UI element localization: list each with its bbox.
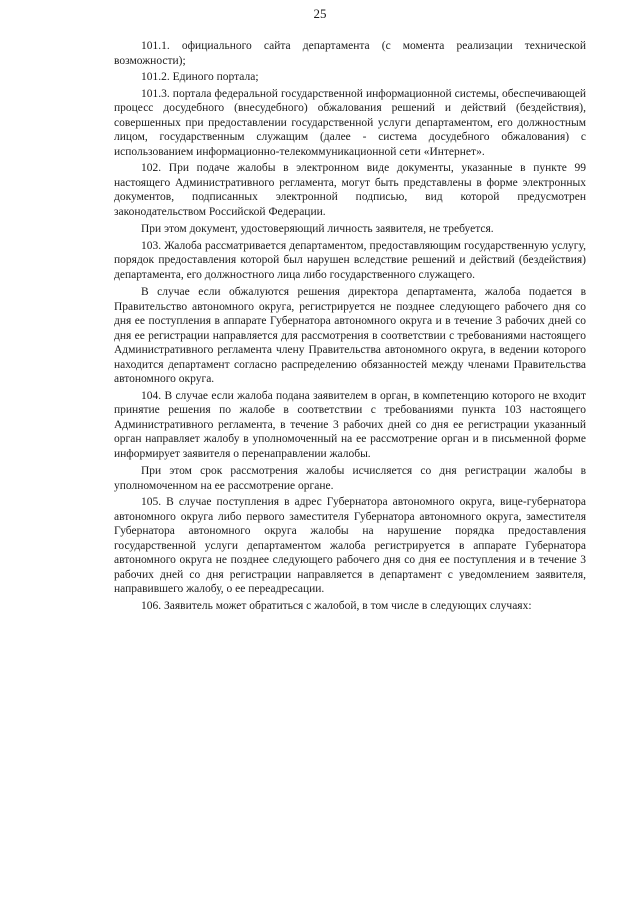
paragraph-105: 105. В случае поступления в адрес Губернатора автономного округа, вице-губернатора автономного округа либо первого заместителя Губернатора автономного округа, заместителя Губернатора автономного округа жалобы на нарушение порядка предоставления государственной услуги департаментом жалоба регистрируется в аппарате Губернатора автономного округа не позднее следующего рабочего дня со дня ее поступления и в течение 3 рабочих дней со дня регистрации направляется в департамент с уведомлением заявителя, направившего жалобу, о ее переадресации. — [114, 496, 586, 595]
paragraph-101-1: 101.1. официального сайта департамента (с момента реализации технической возможности); — [114, 40, 586, 67]
paragraph-101-2: 101.2. Единого портала; — [141, 71, 259, 83]
paragraph-102-note: При этом документ, удостоверяющий личность заявителя, не требуется. — [141, 223, 494, 235]
paragraph-103-director: В случае если обжалуются решения директора департамента, жалоба подается в Правительство автономного округа, регистрируется не позднее следующего рабочего дня со дня ее поступления в аппарате Губернатора автономного округа и в течение 3 рабочих дней со дня ее регистрации направляется для рассмотрения в соответствии с требованиями настоящего Административного регламента члену Правительства автономного округа, в ведении которого находится департамент согласно распределению обязанностей между членами Правительства автономного округа. — [114, 286, 586, 385]
paragraph-101-3: 101.3. портала федеральной государственной информационной системы, обеспечивающей процесс досудебного (внесудебного) обжалования решений и действий (бездействия), совершенных при предоставлении государственной услуги департаментом, его должностным лицом, государственным служащим (далее - система досудебного обжалования) с использованием информационно-телекоммуникационной сети «Интернет». — [114, 87, 586, 158]
paragraph-104-term: При этом срок рассмотрения жалобы исчисляется со дня регистрации жалобы в уполномоченном на ее рассмотрение органе. — [114, 465, 586, 492]
page-number: 25 — [313, 6, 327, 21]
paragraph-102: 102. При подаче жалобы в электронном виде документы, указанные в пункте 99 настоящего Административного регламента, могут быть представлены в форме электронных документов, подписанных электронной подписью, вид которой предусмотрен законодательством Российской Федерации. — [114, 162, 586, 218]
paragraph-103: 103. Жалоба рассматривается департаментом, предоставляющим государственную услугу, порядок предоставления которой был нарушен вследствие решений и действий (бездействия) департамента, его должностного лица либо государственного служащего. — [114, 239, 586, 281]
document-body — [114, 39, 586, 615]
paragraph-106: 106. Заявитель может обратиться с жалобой, в том числе в следующих случаях: — [141, 599, 532, 612]
paragraph-104: 104. В случае если жалоба подана заявителем в орган, в компетенцию которого не входит принятие решения по жалобе в соответствии с требованиями пункта 103 настоящего Административного регламента, в течение 3 рабочих дней со дня ее регистрации указанный орган направляет жалобу в уполномоченный на ее рассмотрение орган и в письменной форме информирует заявителя о перенаправлении жалобы. — [114, 389, 586, 460]
